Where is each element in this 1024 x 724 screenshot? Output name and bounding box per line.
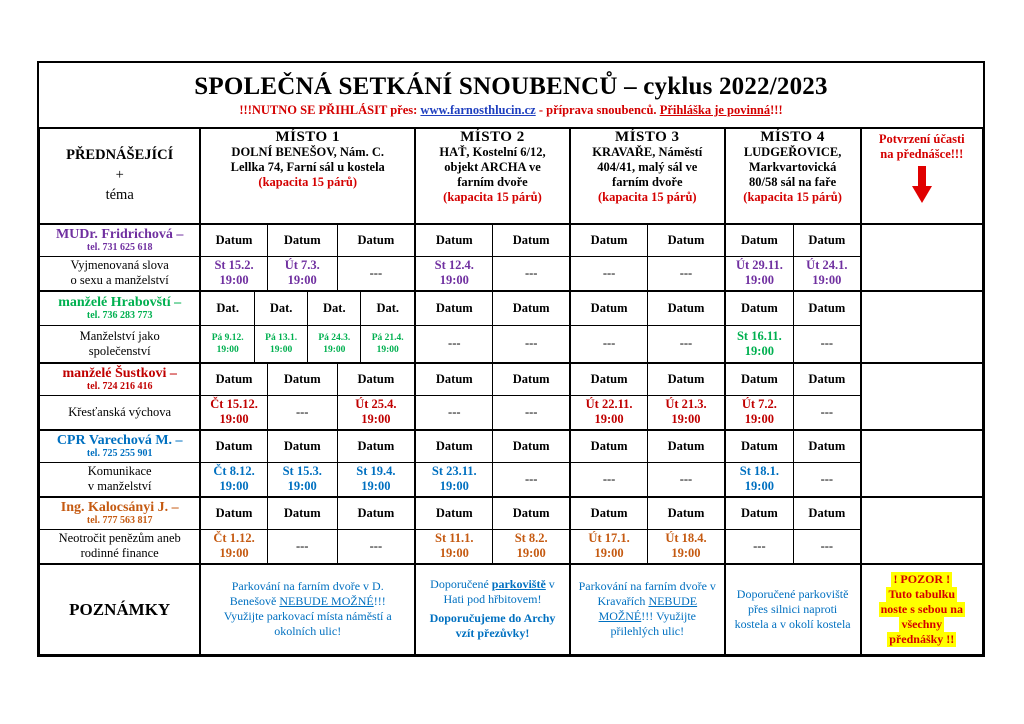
lecturer-topic: Neotročit penězům aneb rodinné finance [40,530,201,564]
date-cell: Út 17.1. 19:00 [570,530,648,564]
date-cell: --- [493,257,570,291]
date-cell: St 19.4. 19:00 [337,463,415,497]
confirmation-cell[interactable] [861,363,983,430]
date-cell: Pá 9.12. 19:00 [211,332,244,355]
date-cell: --- [794,463,861,497]
date-cell: Út 21.3. 19:00 [648,396,725,430]
lecturer-topic: Křesťanská výchova [40,396,201,430]
header [39,63,983,129]
registration-middle: - příprava snoubenců. [535,103,660,117]
place-3-header: MÍSTO 3 KRAVAŘE, Náměstí 404/41, malý sál ve farním dvoře (kapacita 15 párů) [570,128,725,224]
date-cell: Út 25.4. 19:00 [337,396,415,430]
date-cell: St 18.1. 19:00 [725,463,794,497]
date-heading: Datum [570,291,648,326]
date-heading: Datum [415,224,493,257]
date-cell: Út 24.1. 19:00 [794,257,861,291]
date-cell: --- [794,325,861,363]
page-title: SPOLEČNÁ SETKÁNÍ SNOUBENCŮ – cyklus 2022/2023 [194,73,828,100]
date-heading: Datum [267,430,337,463]
date-cell: --- [337,257,415,291]
confirmation-cell[interactable] [861,291,983,363]
date-cell: --- [570,325,648,363]
lecturer-name: manželé Hrabovští – tel. 736 283 773 [40,291,201,326]
date-cell: St 15.3. 19:00 [267,463,337,497]
date-cell: --- [794,530,861,564]
date-heading: Datum [415,430,493,463]
date-heading: Dat. [361,292,414,325]
date-heading: Datum [648,497,725,530]
date-heading: Datum [794,291,861,326]
date-cell: Út 18.4. 19:00 [648,530,725,564]
confirmation-cell[interactable] [861,497,983,564]
registration-mandatory: Přihláška je povinná [659,103,771,117]
registration-prefix: !!!NUTNO SE PŘIHLÁSIT přes: [239,103,421,117]
date-heading: Datum [200,430,267,463]
date-cell: --- [493,396,570,430]
date-heading: Datum [725,497,794,530]
date-heading: Datum [570,497,648,530]
lecturers-header: PŘEDNÁŠEJÍCÍ + téma [40,128,201,224]
date-heading: Datum [493,363,570,396]
date-cell: Pá 13.1. 19:00 [255,326,308,362]
lecturer-name: CPR Varechová M. – tel. 725 255 901 [40,430,201,463]
schedule-table [39,127,983,655]
date-heading: Datum [794,497,861,530]
date-heading: Datum [648,291,725,326]
date-cell: Pá 21.4. 19:00 [361,326,414,362]
date-heading: Datum [337,497,415,530]
date-heading: Datum [570,363,648,396]
date-heading: Datum [648,430,725,463]
date-cell: --- [267,530,337,564]
pozor-note: ! POZOR ! Tuto tabulku noste s sebou na všechny přednášky !! [861,564,983,655]
place-1-heading-cells [200,291,415,326]
date-cell: --- [648,257,725,291]
date-heading: Datum [725,430,794,463]
date-cell: --- [493,463,570,497]
date-cell: --- [415,396,493,430]
registration-note [39,103,983,118]
date-heading: Datum [648,363,725,396]
date-cell: St 23.11. 19:00 [415,463,493,497]
date-heading: Datum [794,224,861,257]
date-heading: Datum [493,291,570,326]
date-heading: Dat. [255,292,308,325]
date-heading: Datum [725,291,794,326]
date-cell: --- [337,530,415,564]
note-place-1: Parkování na farním dvoře v D. Benešově NEBUDE MOŽNÉ!!! Využijte parkovací místa náměstí a okolních ulic! [200,564,415,655]
date-cell: Út 29.11. 19:00 [725,257,794,291]
date-heading: Datum [493,430,570,463]
date-cell: --- [415,325,493,363]
note-place-2: Doporučené parkoviště v Hati pod hřbitovem! Doporučujeme do Archy vzít přezůvky! [415,564,570,655]
date-cell: Út 7.2. 19:00 [725,396,794,430]
lecturer-name: MUDr. Fridrichová – tel. 731 625 618 [40,224,201,257]
parish-link[interactable]: www.farnosthlucin.cz [420,103,536,117]
date-heading: Datum [415,291,493,326]
date-heading: Dat. [308,292,361,325]
place-4-header: MÍSTO 4 LUDGEŘOVICE, Markvartovická 80/58 sál na faře (kapacita 15 párů) [725,128,861,224]
schedule-frame [37,61,985,657]
note-place-4: Doporučené parkoviště přes silnici naproti kostela a v okolí kostela [725,564,861,655]
date-heading: Datum [267,497,337,530]
date-cell: Čt 15.12. 19:00 [200,396,267,430]
place-2-header: MÍSTO 2 HAŤ, Kostelní 6/12, objekt ARCHA ve farním dvoře (kapacita 15 párů) [415,128,570,224]
date-cell: St 8.2. 19:00 [493,530,570,564]
date-cell: --- [267,396,337,430]
note-place-3: Parkování na farním dvoře v Kravařích NEBUDE MOŽNÉ!!! Využijte přilehlých ulic! [570,564,725,655]
date-heading: Datum [200,497,267,530]
notes-label: POZNÁMKY [40,564,201,655]
date-cell: --- [570,463,648,497]
date-heading: Datum [337,224,415,257]
date-cell: Út 7.3. 19:00 [267,257,337,291]
date-heading: Datum [794,430,861,463]
date-heading: Datum [493,497,570,530]
lecturer-name: Ing. Kalocsányi J. – tel. 777 563 817 [40,497,201,530]
date-heading: Datum [415,363,493,396]
date-heading: Datum [648,224,725,257]
arrow-down-icon [912,166,932,204]
date-cell: Út 22.11. 19:00 [570,396,648,430]
date-cell: --- [725,530,794,564]
lecturer-topic: Komunikace v manželství [40,463,201,497]
lecturer-topic: Manželství jako společenství [40,325,201,363]
date-cell: St 12.4. 19:00 [415,257,493,291]
confirmation-header: Potvrzení účasti na přednášce!!! [861,128,983,224]
place-1-header: MÍSTO 1 DOLNÍ BENEŠOV, Nám. C. Lellka 74, Farní sál u kostela (kapacita 15 párů) [200,128,415,224]
date-heading: Datum [337,430,415,463]
confirmation-cell[interactable] [861,430,983,497]
date-heading: Dat. [216,300,239,315]
date-cell: --- [648,463,725,497]
lecturer-topic: Vyjmenovaná slova o sexu a manželství [40,257,201,291]
date-heading: Datum [570,224,648,257]
lecturer-name: manželé Šustkovi – tel. 724 216 416 [40,363,201,396]
date-heading: Datum [415,497,493,530]
date-cell: Čt 8.12. 19:00 [200,463,267,497]
date-cell: St 16.11. 19:00 [725,325,794,363]
date-heading: Datum [493,224,570,257]
date-heading: Datum [200,363,267,396]
date-cell: Čt 1.12. 19:00 [200,530,267,564]
date-cell: Pá 24.3. 19:00 [308,326,361,362]
date-heading: Datum [570,430,648,463]
date-heading: Datum [725,224,794,257]
confirmation-cell[interactable] [861,224,983,291]
date-heading: Datum [337,363,415,396]
registration-suffix: !!! [770,103,783,117]
date-cell: --- [570,257,648,291]
date-cell: St 11.1. 19:00 [415,530,493,564]
date-cell: --- [794,396,861,430]
date-heading: Datum [267,363,337,396]
date-cell: St 15.2. 19:00 [200,257,267,291]
date-heading: Datum [794,363,861,396]
place-1-date-cells [200,325,415,363]
date-cell: --- [648,325,725,363]
date-heading: Datum [725,363,794,396]
date-heading: Datum [267,224,337,257]
date-cell: --- [493,325,570,363]
date-heading: Datum [200,224,267,257]
